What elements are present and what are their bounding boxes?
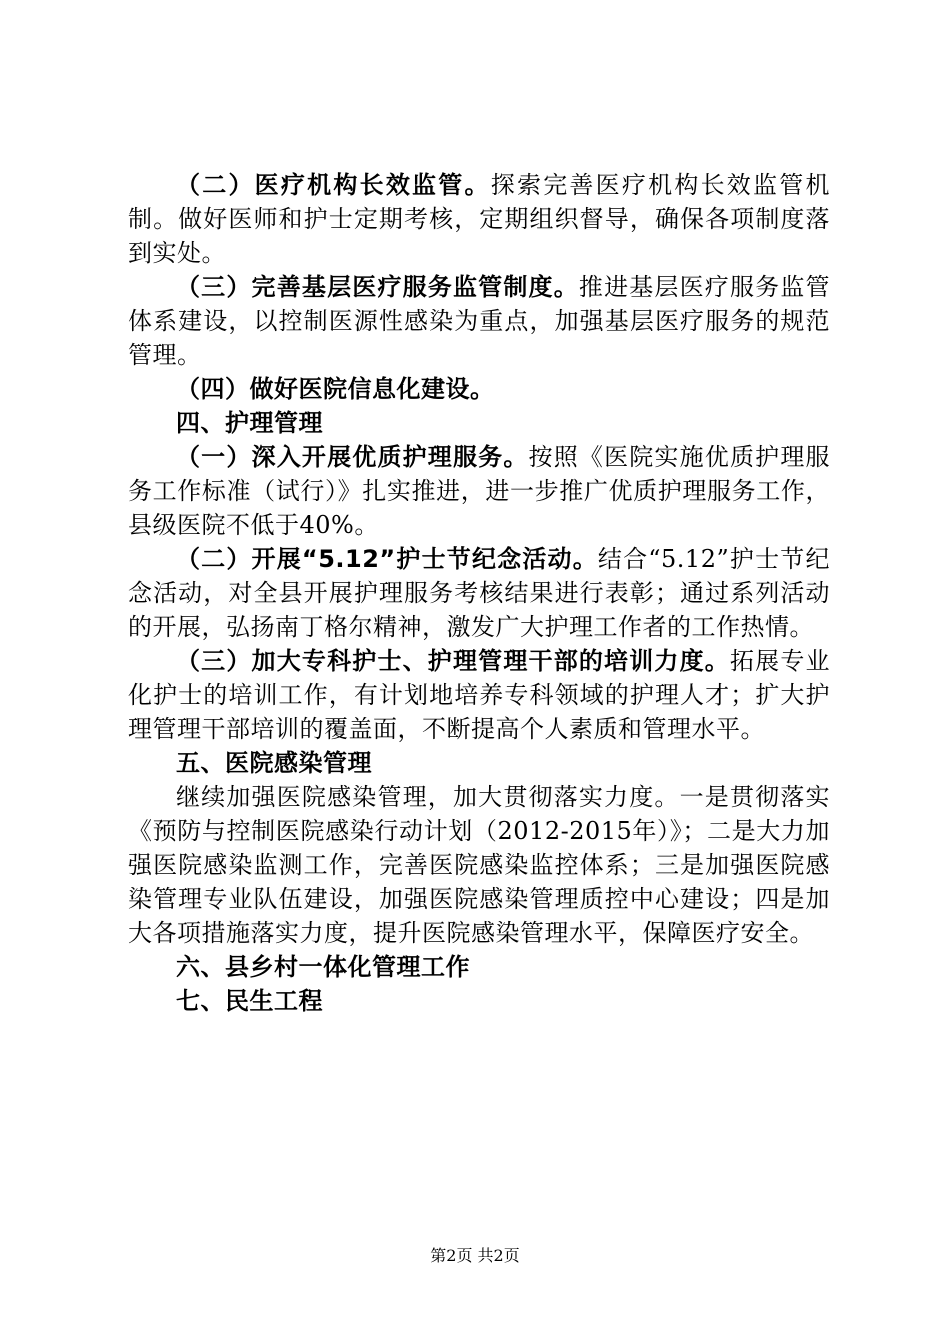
paragraph-text: 继续加强医院感染管理，加大贯彻落实力度。一是贯彻落实《预防与控制医院感染行动计划（2012-2015年）》；二是大力加强医院感染监测工作，完善医院感染监控体系；三是加强医院感染管理专业队伍建设，加强医院感染管理质控中心建设；四是加大各项措施落实力度，提升医院感染管理水平，保障医疗安全。 <box>128 783 830 947</box>
paragraph-grassroots-supervision <box>128 270 830 372</box>
paragraph-infection-control <box>128 780 830 950</box>
subheading: （一）深入开展优质护理服务。 <box>176 443 529 471</box>
section-heading-text: 六、县乡村一体化管理工作 <box>176 953 470 981</box>
paragraph-quality-nursing <box>128 440 830 542</box>
section-heading-text: 四、护理管理 <box>176 409 323 437</box>
paragraph-text: 结合“5.12”护士节纪念活动，对全县开展护理服务考核结果进行表彰；通过系列活动的开展，弘扬南丁格尔精神，激发广大护理工作者的工作热情。 <box>128 545 830 641</box>
subheading: （二）医疗机构长效监管。 <box>176 171 491 199</box>
paragraph-nurses-day <box>128 542 830 644</box>
section-heading-nursing <box>128 406 830 440</box>
section-heading-livelihood <box>128 984 830 1018</box>
subheading: （四）做好医院信息化建设。 <box>176 375 495 403</box>
document-body <box>128 168 830 1018</box>
subheading: （三）加大专科护士、护理管理干部的培训力度。 <box>176 647 730 675</box>
page-footer <box>0 1244 950 1268</box>
paragraph-text: 探索完善医疗机构长效监管机制。做好医师和护士定期考核，定期组织督导，确保各项制度落到实处。 <box>128 171 830 267</box>
page-number: 第2页 共2页 <box>430 1246 520 1265</box>
section-heading-text: 七、民生工程 <box>176 987 323 1015</box>
paragraph-text: 按照《医院实施优质护理服务工作标准（试行）》扎实推进，进一步推广优质护理服务工作，县级医院不低于40%。 <box>128 443 831 539</box>
paragraph-text: 拓展专业化护士的培训工作，有计划地培养专科领域的护理人才；扩大护理管理干部培训的覆盖面，不断提高个人素质和管理水平。 <box>128 647 831 743</box>
section-heading-infection <box>128 746 830 780</box>
paragraph-text: 推进基层医疗服务监管体系建设，以控制医源性感染为重点，加强基层医疗服务的规范管理。 <box>128 273 831 369</box>
paragraph-informatization <box>128 372 830 406</box>
section-heading-text: 五、医院感染管理 <box>176 749 372 777</box>
subheading: （三）完善基层医疗服务监管制度。 <box>176 273 579 301</box>
paragraph-nurse-training <box>128 644 830 746</box>
paragraph-medical-supervision <box>128 168 830 270</box>
section-heading-integration <box>128 950 830 984</box>
subheading: （二）开展“5.12”护士节纪念活动。 <box>176 545 598 573</box>
